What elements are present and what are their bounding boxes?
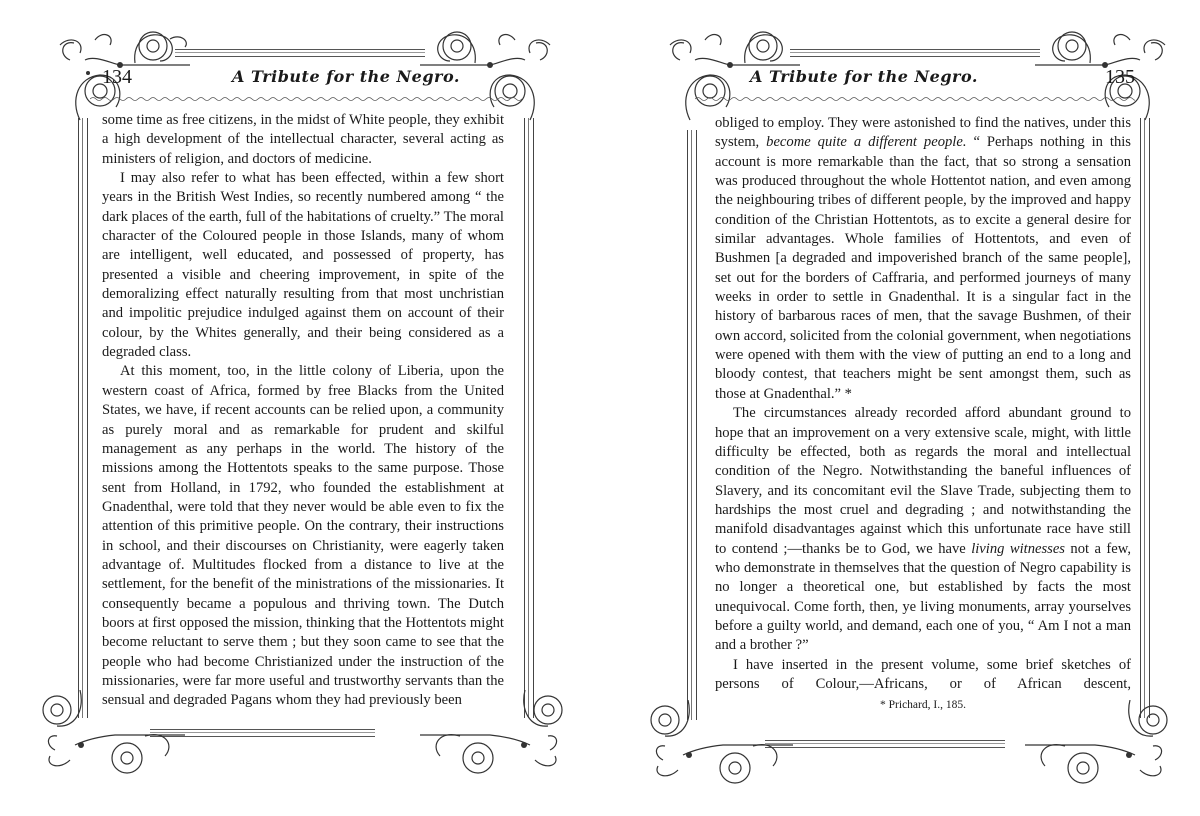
frame-left-rule bbox=[78, 118, 88, 718]
paragraph: At this moment, too, in the little colony of Liberia, upon the western coast of Africa, formed by free Blacks from the United States, we have, if recent accounts can be relied upon, a community as purely moral and as remarkable for prudent and skilful management as any perhaps in the world. The history of the missions among the Hottentots speaks to the same purpose. Those sent from Holland, in 1792, who founded the establishment at Gnadenthal, were told that they never would be able even to fix the attention of this primitive people. On the contrary, their instructions in school, and their discourses on Christianity, were eagerly taken advantage of. Multitudes flocked from a distance to live at the settlement, for the benefit of the ministrations of the missionaries. It consequently became a populous and thriving town. The Dutch boors at first opposed the mission, thinking that the Hottentots might become reluctant to serve them ; but they soon came to see that the people who had become Christianized under the instruction of the missionaries, were far more useful and trustworthy servants than the sensual and degraded Pagans whom they had previously been bbox=[102, 363, 504, 709]
emphasis: become quite a different people. bbox=[766, 134, 967, 151]
corner-ornament-bottom-left-icon bbox=[643, 700, 793, 805]
paragraph: I have inserted in the present volume, some brief sketches of persons of Colour,—Africans, or of African descent, bbox=[715, 656, 1131, 692]
paragraph: some time as free citizens, in the midst of White people, they exhibit a high development of the intellectual character, several acting as ministers of religion, and doctors of medicine. bbox=[102, 112, 504, 167]
wavy-rule bbox=[90, 96, 522, 102]
running-head bbox=[715, 66, 1135, 90]
right-page bbox=[625, 0, 1200, 816]
frame-right-rule bbox=[1140, 118, 1150, 718]
frame-top-rule bbox=[175, 49, 425, 57]
running-title: A Tribute for the Negro. bbox=[750, 67, 978, 86]
frame-right-rule bbox=[524, 118, 534, 718]
paragraph: obliged to employ. They were astonished to find the natives, under this system, become quite a different people. “ Perhaps nothing in this account is more remarkable than the fact, that so strong a sensation was produced throughout the whole Hottentot nation, and even among the neighbouring tribes of different people, by the improved and happy condition of the Christian Hottentots, as to excite a general desire for similar advantages. Whole families of Hottentots, and even of Bushmen [a degraded and impoverished branch of the same people], set out for the borders of Caffraria, and performed journeys of many weeks in order to settle in Gnadenthal. It is a singular fact in the history of barbarous races of men, that the savage Bushmen, of their own accord, solicited from the colonial government, when negotiations were opened with them with the view of putting an end to a long and bloody contest, that teachers might be sent amongst them, such as those at Gnadenthal.” * bbox=[715, 115, 1131, 402]
frame-top-rule bbox=[790, 49, 1040, 57]
paragraph: The circumstances already recorded afford abundant ground to hope that an improvement on a very extensive scale, might, with little difficulty be effected, both as regards the moral and intellectual condition of the Negro. Notwithstanding the baneful influences of Slavery, and its concomitant evil the Slave Trade, subjecting them to hardships the most cruel and degrading ; and notwithstanding the manifold disadvantages against which this unfortunate race have still to contend ;—thanks be to God, we have living witnesses not a few, who demonstrate in themselves that the question of Negro capability is no longer a theoretical one, but established by facts the most unequivocal. Come forth, then, ye living monuments, array yourselves before a guilty world, and demand, each one of you, “ Am I not a man and a brother ?” bbox=[715, 405, 1131, 654]
running-title: A Tribute for the Negro. bbox=[232, 67, 460, 86]
frame-bottom-rule bbox=[765, 740, 1005, 748]
paragraph: I may also refer to what has been effected, within a few short years in the British West Indies, so recently numbered among “ the dark places of the earth, full of the habitations of cruelty.” The moral character of the Coloured people in those Islands, many of whom are intelligent, well educated, and possessed of property, has presented a visible and cheering improvement, in spite of the demoralizing effect naturally resulting from that most unchristian and impolitic prejudice indulged against them on account of their colour, by the Whites generally, and their being considered as a degraded class. bbox=[102, 170, 504, 361]
frame-left-rule bbox=[687, 130, 697, 720]
emphasis: living witnesses bbox=[971, 540, 1065, 557]
footnote: * Prichard, I., 185. bbox=[880, 699, 966, 711]
left-page bbox=[0, 0, 590, 816]
page-number: 135 bbox=[1105, 66, 1135, 88]
page-number: 134 bbox=[102, 66, 132, 88]
corner-ornament-bottom-right-icon bbox=[1025, 700, 1175, 805]
body-text bbox=[102, 111, 504, 711]
running-head bbox=[102, 66, 502, 90]
body-text bbox=[715, 114, 1131, 694]
wavy-rule bbox=[695, 96, 1135, 102]
